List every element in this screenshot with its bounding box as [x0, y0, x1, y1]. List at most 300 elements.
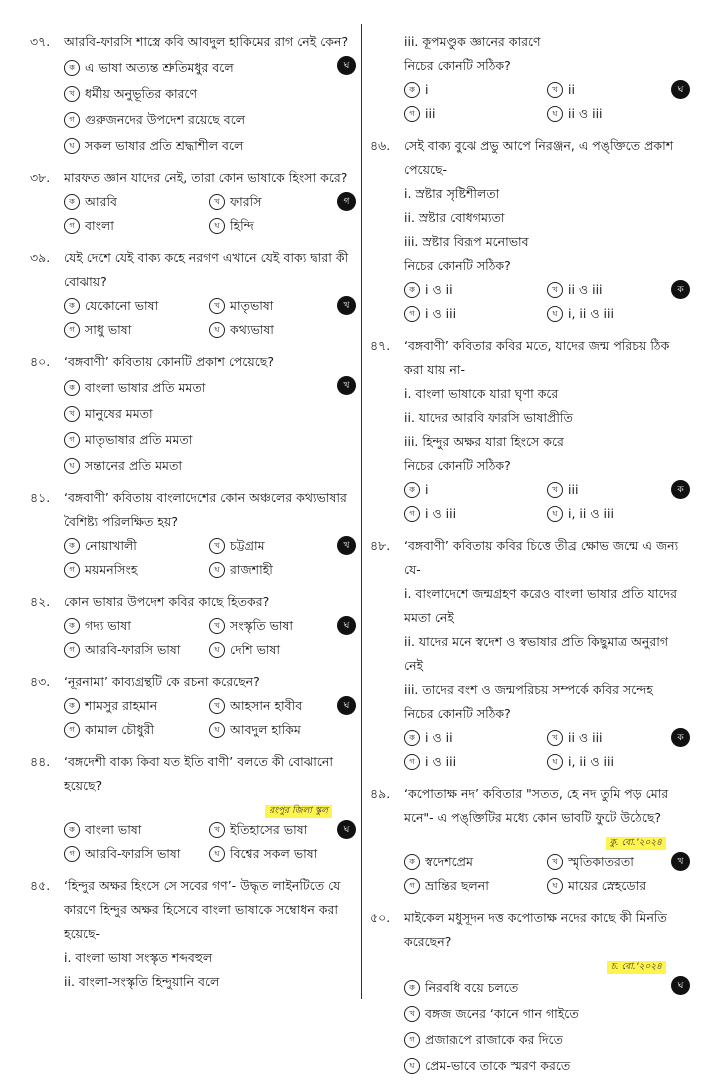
options-row: [370, 750, 690, 774]
option-marker: খ: [64, 406, 80, 422]
question-text: ‘বঙ্গবাণী’ কবিতার কবির মতে, যাদের জন্ম পরিচয় ঠিক করা যায় না-: [404, 338, 670, 377]
question-text: ‘কপোতাক্ষ নদ’ কবিতার "সতত, হে নদ তুমি পড় মোর মনে"- এ পঙ্‌ক্তিটির মধ্যে কোন ভাবটি ফুটে উঠেছে?: [404, 786, 669, 825]
question-block: [30, 486, 356, 582]
options-group: [30, 818, 356, 866]
question-gap: [30, 478, 356, 486]
answer-option[interactable]: [64, 638, 209, 662]
right-column: [370, 30, 690, 1086]
option-marker: ক: [404, 980, 420, 996]
answer-badge: খ: [671, 852, 690, 871]
option-text: সংস্কৃতি ভাষা: [230, 618, 294, 633]
answer-option[interactable]: [209, 818, 354, 842]
option-text: নিরবধি বয়ে চলতে: [425, 980, 519, 995]
option-text: নোয়াখালী: [85, 538, 137, 553]
option-marker: ক: [64, 380, 80, 396]
answer-option[interactable]: [209, 614, 354, 638]
statement-line: ii. স্রষ্টার বোধগম্যতা: [404, 210, 505, 225]
options-row: [370, 302, 690, 326]
question-text: মারফত জ্ঞান যাদের নেই, তারা কোন ভাষাকে হিংসা করে?: [64, 170, 348, 185]
options-row: [370, 478, 690, 502]
options-group: [30, 190, 356, 238]
options-row: [30, 638, 356, 662]
options-row: [370, 974, 690, 1000]
answer-option[interactable]: [209, 694, 354, 718]
question-stem: [30, 166, 356, 190]
question-block: [30, 166, 356, 238]
question-stem: [30, 670, 356, 694]
option-text: এ ভাষা অত্যন্ত শ্রুতিমধুর বলে: [85, 60, 234, 75]
option-marker: ঘ: [547, 506, 563, 522]
options-row: [370, 874, 690, 898]
option-text: বাংলা ভাষার প্রতি মমতা: [85, 380, 206, 395]
options-row: [30, 426, 356, 452]
answer-option[interactable]: [209, 638, 354, 662]
answer-option[interactable]: [64, 534, 209, 558]
question-block: [30, 670, 356, 742]
answer-option[interactable]: [547, 502, 690, 526]
options-row: [30, 54, 356, 80]
option-text: প্রেম-ভাবে তাকে স্মরণ করতে: [425, 1058, 571, 1073]
question-gap: [30, 582, 356, 590]
answer-option[interactable]: [64, 718, 209, 742]
option-text: i ও iii: [425, 506, 457, 521]
question-block: [30, 750, 356, 866]
answer-badge: ঘ: [671, 976, 690, 995]
question-gap: [370, 526, 690, 534]
option-text: ii ও iii: [568, 730, 603, 745]
answer-option[interactable]: [547, 102, 690, 126]
option-text: iii: [568, 482, 579, 497]
answer-option[interactable]: [547, 302, 690, 326]
question-block: [30, 350, 356, 478]
options-row: [30, 694, 356, 718]
options-row: [30, 400, 356, 426]
answer-option[interactable]: [64, 376, 205, 400]
question-text: ‘হিন্দুর অক্ষর হিংসে সে সবের গণ’- উদ্ধৃত লাইনটিতে যে কারণে হিন্দুর অক্ষর হিসেবে বাংলা ভাষাকে সম্বোধন করা হয়েছে-: [64, 878, 341, 941]
statement-line: iii. হিন্দুর অক্ষর যারা হিংসে করে: [404, 434, 564, 449]
question-text: ‘বঙ্গবাণী’ কবিতায় কবির চিত্তে তীব্র ক্ষোভ জন্মে এ জন্য যে-: [404, 538, 679, 577]
option-marker: খ: [209, 298, 225, 314]
option-marker: ক: [404, 282, 420, 298]
option-marker: ঘ: [209, 642, 225, 658]
question-text: আরবি-ফারসি শাস্ত্রে কবি আবদুল হাকিমের রাগ নেই কেন?: [64, 34, 349, 49]
answer-option[interactable]: [209, 214, 354, 238]
question-tail: নিচের কোনটি সঠিক?: [404, 458, 511, 473]
answer-badge: ঘ: [337, 616, 356, 635]
option-text: কামাল চৌধুরী: [85, 722, 155, 737]
options-row: [30, 214, 356, 238]
question-stem: [370, 782, 690, 830]
options-row: [30, 132, 356, 158]
option-marker: গ: [64, 722, 80, 738]
option-marker: ক: [64, 194, 80, 210]
question-tail: নিচের কোনটি সঠিক?: [404, 58, 511, 73]
question-number: ৩৮.: [30, 170, 51, 185]
options-group: [30, 694, 356, 742]
option-marker: ক: [64, 698, 80, 714]
options-group: [370, 278, 690, 326]
question-text: যেই দেশে যেই বাক্য কহে নরগণ এখানে যেই বাক্য দ্বারা কী বোঝায়?: [64, 250, 349, 289]
option-text: রাজশাহী: [230, 562, 273, 577]
question-block: [30, 246, 356, 342]
question-text: সেই বাক্য বুঝে প্রভু আপে নিরঞ্জন, এ পঙ্‌ক্তিতে প্রকাশ পেয়েছে-: [404, 138, 674, 177]
option-text: i ও ii: [425, 730, 453, 745]
option-marker: ক: [404, 82, 420, 98]
option-marker: ক: [64, 538, 80, 554]
option-marker: খ: [547, 730, 563, 746]
question-number: ৪৮.: [370, 538, 391, 553]
option-marker: খ: [547, 82, 563, 98]
option-marker: খ: [209, 618, 225, 634]
question-gap: [370, 126, 690, 134]
option-text: আরবি-ফারসি ভাষা: [85, 846, 181, 861]
question-number: ৪৯.: [370, 786, 391, 801]
answer-option[interactable]: [209, 718, 354, 742]
question-stem: [370, 534, 690, 582]
answer-option[interactable]: [404, 1054, 570, 1078]
question-block: [370, 134, 690, 326]
question-number: ৫০.: [370, 910, 391, 925]
answer-option[interactable]: [547, 850, 690, 874]
option-text: শামসুর রাহমান: [85, 698, 158, 713]
answer-option[interactable]: [404, 750, 547, 774]
question-number: ৪৪.: [30, 754, 51, 769]
question-text: ‘বঙ্গদেশী বাক্য কিবা যত ইতি বাণী’ বলতে কী বোঝানো হয়েছে?: [64, 754, 333, 793]
question-stem: [30, 246, 356, 294]
option-text: স্বদেশপ্রেম: [425, 854, 473, 869]
option-text: বঙ্গজ জনের ‘কানে গান গাইতে: [425, 1006, 579, 1021]
option-text: i ও iii: [425, 754, 457, 769]
answer-badge: খ: [337, 296, 356, 315]
question-block: [370, 534, 690, 774]
option-text: ইতিহাসের ভাষা: [230, 822, 308, 837]
answer-badge: খ: [337, 376, 356, 395]
question-number: ৪১.: [30, 490, 51, 505]
answer-option[interactable]: [64, 818, 209, 842]
answer-badge: খ: [337, 536, 356, 555]
options-row: [30, 718, 356, 742]
option-text: মায়ের স্নেহডোর: [568, 878, 647, 893]
option-text: সাধু ভাষা: [85, 322, 132, 337]
answer-badge: ক: [671, 280, 690, 299]
option-text: মানুষের মমতা: [85, 406, 153, 421]
statement-line: i. বাংলা ভাষাকে যারা ঘৃণা করে: [404, 386, 559, 401]
answer-badge: ঘ: [671, 80, 690, 99]
option-text: গুরুজনদের উপদেশ রয়েছে বলে: [85, 112, 246, 127]
question-stem: [370, 134, 690, 182]
question-gap: [30, 662, 356, 670]
answer-option[interactable]: [64, 694, 209, 718]
question-number: ৪৭.: [370, 338, 391, 353]
answer-option[interactable]: [64, 56, 234, 80]
options-row: [370, 726, 690, 750]
answer-option[interactable]: [404, 78, 547, 102]
option-text: আরবি-ফারসি ভাষা: [85, 642, 181, 657]
option-marker: ক: [404, 730, 420, 746]
question-block: [30, 874, 356, 994]
option-marker: গ: [404, 306, 420, 322]
option-text: মাতৃভাষার প্রতি মমতা: [85, 432, 193, 447]
answer-option[interactable]: [547, 78, 690, 102]
options-row: [30, 374, 356, 400]
options-group: [370, 726, 690, 774]
answer-option[interactable]: [64, 454, 182, 478]
option-text: ii: [568, 82, 575, 97]
option-marker: গ: [64, 642, 80, 658]
option-text: গদ্য ভাষা: [85, 618, 131, 633]
options-group: [370, 850, 690, 898]
statement-line: ii. যাদের মনে স্বদেশ ও স্বভাষার প্রতি কিছুমাত্র অনুরাগ নেই: [404, 634, 669, 673]
option-marker: গ: [404, 506, 420, 522]
option-marker: খ: [547, 482, 563, 498]
source-tag: রংপুর জিলা স্কুল: [265, 805, 332, 818]
option-marker: খ: [547, 854, 563, 870]
option-text: সন্তানের প্রতি মমতা: [85, 458, 182, 473]
option-marker: ঘ: [209, 218, 225, 234]
options-group: [370, 478, 690, 526]
answer-option[interactable]: [64, 402, 153, 426]
question-gap: [370, 898, 690, 906]
option-text: প্রজারূপে রাজাকে কর দিতে: [425, 1032, 563, 1047]
question-text: কোন ভাষার উপদেশ কবির কাছে হিতকর?: [64, 594, 270, 609]
question-text: ‘নূরনামা’ কাব্যগ্রন্থটি কে রচনা করেছেন?: [64, 674, 260, 689]
answer-option[interactable]: [404, 976, 518, 1000]
options-row: [30, 294, 356, 318]
option-marker: গ: [64, 562, 80, 578]
question-block: [370, 906, 690, 1078]
statement-line: iii. তাদের বংশ ও জন্মপরিচয় সম্পর্কে কবির সন্দেহ: [404, 682, 653, 697]
question-stem: [30, 590, 356, 614]
option-marker: ঘ: [209, 562, 225, 578]
options-row: [30, 190, 356, 214]
question-stem: [30, 350, 356, 374]
answer-badge: ক: [671, 728, 690, 747]
answer-option[interactable]: [64, 428, 192, 452]
option-marker: খ: [209, 194, 225, 210]
options-row: [30, 818, 356, 842]
option-marker: গ: [64, 432, 80, 448]
answer-option[interactable]: [209, 294, 354, 318]
answer-option[interactable]: [209, 318, 354, 342]
options-row: [370, 78, 690, 102]
question-gap: [30, 238, 356, 246]
options-row: [370, 1026, 690, 1052]
source-tag: কু. বো.’২০২৪: [606, 837, 666, 850]
option-text: iii: [425, 106, 436, 121]
answer-option[interactable]: [404, 302, 547, 326]
answer-option[interactable]: [404, 1028, 563, 1052]
option-marker: ক: [64, 298, 80, 314]
option-text: ময়মনসিংহ: [85, 562, 138, 577]
question-number: ৪২.: [30, 594, 51, 609]
option-text: ভ্রান্তির ছলনা: [425, 878, 489, 893]
question-gap: [30, 994, 356, 1002]
options-row: [370, 850, 690, 874]
options-group: [370, 78, 690, 126]
options-row: [30, 318, 356, 342]
answer-option[interactable]: [547, 278, 690, 302]
question-block: [370, 782, 690, 898]
option-marker: ঘ: [64, 138, 80, 154]
option-text: কথ্যভাষা: [230, 322, 274, 337]
question-number: ৪০.: [30, 354, 51, 369]
option-marker: গ: [64, 846, 80, 862]
option-text: বাংলা ভাষা: [85, 822, 142, 837]
answer-option[interactable]: [404, 1002, 579, 1026]
options-row: [370, 102, 690, 126]
option-marker: ঘ: [547, 754, 563, 770]
option-text: i: [425, 82, 429, 97]
option-marker: গ: [404, 878, 420, 894]
answer-option[interactable]: [209, 190, 354, 214]
question-gap: [30, 742, 356, 750]
option-marker: গ: [64, 322, 80, 338]
answer-option[interactable]: [64, 214, 209, 238]
question-block: [370, 334, 690, 526]
options-group: [30, 534, 356, 582]
option-text: ফারসি: [230, 194, 262, 209]
statement-line: iii. কূপমণ্ডুক জ্ঞানের কারণে: [404, 34, 541, 49]
options-group: [30, 294, 356, 342]
options-row: [30, 614, 356, 638]
option-marker: ক: [404, 854, 420, 870]
question-number: ৪৬.: [370, 138, 391, 153]
source-tag-row: [30, 798, 356, 818]
answer-option[interactable]: [404, 850, 547, 874]
option-text: দেশি ভাষা: [230, 642, 281, 657]
question-gap: [30, 866, 356, 874]
options-row: [30, 534, 356, 558]
question-number: ৩৯.: [30, 250, 51, 265]
option-marker: খ: [64, 86, 80, 102]
question-stem: [370, 906, 690, 954]
answer-option[interactable]: [404, 278, 547, 302]
question-number: ৪৫.: [30, 878, 51, 893]
option-text: i: [425, 482, 429, 497]
question-text: ‘বঙ্গবাণী’ কবিতায় কোনটি প্রকাশ পেয়েছে?: [64, 354, 275, 369]
option-text: হিন্দি: [230, 218, 254, 233]
option-text: স্মৃতিকাতরতা: [568, 854, 634, 869]
option-marker: ঘ: [64, 458, 80, 474]
question-number: ৪৩.: [30, 674, 51, 689]
answer-badge: গ: [337, 192, 356, 211]
option-text: i ও iii: [425, 306, 457, 321]
question-text: মাইকেল মধুসূদন দত্ত কপোতাক্ষ নদের কাছে কী মিনতি করেছেন?: [404, 910, 667, 949]
answer-option[interactable]: [547, 750, 690, 774]
question-gap: [370, 326, 690, 334]
answer-option[interactable]: [64, 108, 245, 132]
answer-option[interactable]: [209, 558, 354, 582]
answer-option[interactable]: [64, 82, 197, 106]
option-marker: ঘ: [404, 1058, 420, 1074]
answer-option[interactable]: [209, 534, 354, 558]
answer-badge: ক: [671, 480, 690, 499]
statement-line: i. বাংলাদেশে জন্মগ্রহণ করেও বাংলা ভাষার প্রতি যাদের মমতা নেই: [404, 586, 677, 625]
answer-option[interactable]: [64, 842, 209, 866]
option-text: বিশ্বের সকল ভাষা: [230, 846, 318, 861]
option-text: ii ও iii: [568, 282, 603, 297]
options-row: [30, 106, 356, 132]
option-text: i ও ii: [425, 282, 453, 297]
answer-option[interactable]: [64, 614, 209, 638]
question-stem: [30, 30, 356, 54]
options-row: [30, 842, 356, 866]
source-tag-row: [370, 830, 690, 850]
answer-option[interactable]: [547, 478, 690, 502]
option-marker: ঘ: [547, 106, 563, 122]
option-text: i, ii ও iii: [568, 754, 614, 769]
option-marker: খ: [209, 538, 225, 554]
option-marker: ক: [404, 482, 420, 498]
answer-option[interactable]: [547, 874, 690, 898]
answer-option[interactable]: [404, 726, 547, 750]
option-marker: ক: [64, 618, 80, 634]
option-marker: ঘ: [547, 878, 563, 894]
question-gap: [30, 342, 356, 350]
answer-badge: ঘ: [337, 56, 356, 75]
options-group: [30, 614, 356, 662]
option-text: i, ii ও iii: [568, 506, 614, 521]
answer-badge: ঘ: [337, 820, 356, 839]
option-marker: খ: [209, 698, 225, 714]
question-number: ৩৭.: [30, 34, 51, 49]
options-group: [30, 374, 356, 478]
options-row: [370, 502, 690, 526]
answer-option[interactable]: [209, 842, 354, 866]
answer-option[interactable]: [404, 102, 547, 126]
answer-option[interactable]: [404, 478, 547, 502]
option-text: যেকোনো ভাষা: [85, 298, 159, 313]
answer-option[interactable]: [64, 558, 209, 582]
answer-option[interactable]: [547, 726, 690, 750]
option-marker: গ: [404, 1032, 420, 1048]
option-text: চট্টগ্রাম: [230, 538, 265, 553]
option-marker: গ: [404, 754, 420, 770]
answer-option[interactable]: [64, 190, 209, 214]
question-tail: নিচের কোনটি সঠিক?: [404, 706, 511, 721]
question-tail: নিচের কোনটি সঠিক?: [404, 258, 511, 273]
option-text: মাতৃভাষা: [230, 298, 274, 313]
statement-line: i. স্রষ্টার সৃষ্টিশীলতা: [404, 186, 500, 201]
option-marker: ঘ: [209, 322, 225, 338]
answer-option[interactable]: [404, 502, 547, 526]
question-stem: [30, 486, 356, 534]
option-marker: গ: [404, 106, 420, 122]
answer-option[interactable]: [404, 874, 547, 898]
answer-option[interactable]: [64, 318, 209, 342]
options-row: [370, 278, 690, 302]
option-text: ii ও iii: [568, 106, 603, 121]
options-row: [370, 1052, 690, 1078]
option-text: ধর্মীয় অনুভূতির কারণে: [85, 86, 198, 101]
option-text: বাংলা: [85, 218, 114, 233]
option-marker: ঘ: [209, 846, 225, 862]
option-marker: খ: [209, 822, 225, 838]
options-group: [30, 54, 356, 158]
answer-option[interactable]: [64, 134, 243, 158]
source-tag-row: [370, 954, 690, 974]
answer-option[interactable]: [64, 294, 209, 318]
statement-line: ii. বাংলা-সংস্কৃতি হিন্দুয়ানি বলে: [64, 974, 220, 989]
left-column: [30, 30, 356, 1002]
options-row: [30, 452, 356, 478]
column-divider: [361, 24, 362, 999]
option-marker: গ: [64, 112, 80, 128]
answer-badge: ঘ: [337, 696, 356, 715]
question-stem: [30, 874, 356, 946]
option-text: i, ii ও iii: [568, 306, 614, 321]
question-gap: [370, 1078, 690, 1086]
